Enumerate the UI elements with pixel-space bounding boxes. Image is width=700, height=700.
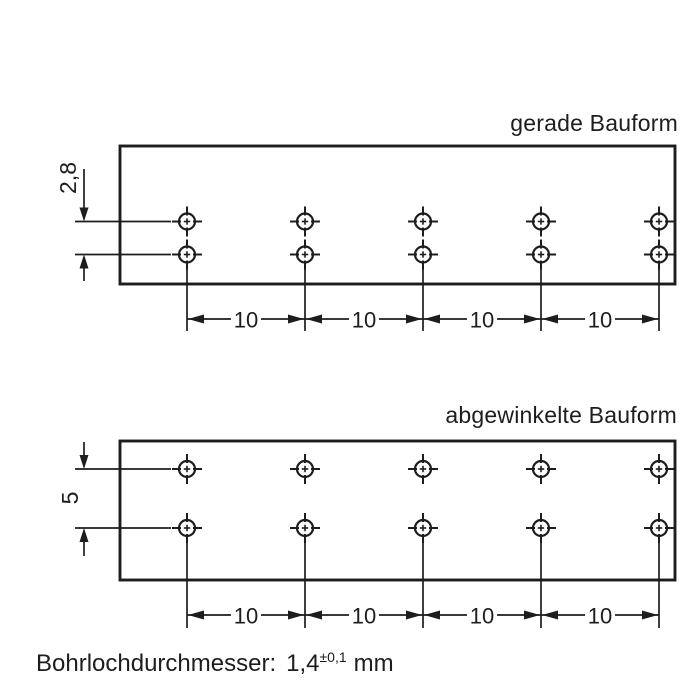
drill-hole-icon (408, 207, 438, 237)
arrow-up-icon (80, 255, 89, 269)
arrow-left-icon (306, 611, 322, 620)
arrow-right-icon (524, 611, 540, 620)
note-unit: mm (353, 650, 394, 677)
arrow-left-icon (542, 315, 558, 324)
drill-hole-icon (408, 240, 438, 270)
col-pitch-label: 10 (351, 603, 377, 629)
col-pitch-label: 10 (233, 307, 259, 333)
drill-hole-icon (644, 513, 674, 543)
drill-hole-icon (644, 207, 674, 237)
drill-hole-icon (290, 454, 320, 484)
drill-hole-icon (526, 207, 556, 237)
drill-hole-icon (172, 513, 202, 543)
arrow-left-icon (424, 611, 440, 620)
housing-outline (120, 146, 675, 284)
arrow-left-icon (424, 315, 440, 324)
arrow-left-icon (542, 611, 558, 620)
arrow-right-icon (406, 611, 422, 620)
arrow-left-icon (306, 315, 322, 324)
drill-hole-icon (526, 240, 556, 270)
drill-hole-icon (172, 240, 202, 270)
housing-outline (120, 441, 675, 580)
col-pitch-label: 10 (233, 603, 259, 629)
col-pitch-label: 10 (587, 603, 613, 629)
drill-hole-icon (172, 207, 202, 237)
col-pitch-label: 10 (351, 307, 377, 333)
note-tolerance: ±0,1 (319, 649, 347, 665)
drill-hole-icon (290, 207, 320, 237)
col-pitch-label: 10 (469, 603, 495, 629)
arrow-right-icon (524, 315, 540, 324)
drill-hole-icon (644, 240, 674, 270)
arrow-right-icon (288, 315, 304, 324)
arrow-left-icon (188, 611, 204, 620)
arrow-right-icon (642, 611, 658, 620)
gerade-bauform (55, 146, 675, 333)
drill-hole-diameter-note (36, 649, 394, 677)
note-value: 1,4 (286, 650, 320, 677)
col-pitch-label: 10 (587, 307, 613, 333)
note-label: Bohrlochdurchmesser: (36, 650, 277, 677)
arrow-left-icon (188, 315, 204, 324)
row-pitch-label: 2,8 (55, 162, 81, 194)
diagram-title-abgewinkelte-bauform: abgewinkelte Bauform (445, 402, 677, 428)
arrow-down-icon (80, 455, 89, 469)
arrow-right-icon (288, 611, 304, 620)
drill-hole-icon (526, 513, 556, 543)
drill-hole-icon (172, 454, 202, 484)
drill-hole-icon (290, 240, 320, 270)
drill-hole-icon (290, 513, 320, 543)
drill-hole-icon (408, 454, 438, 484)
row-pitch-label: 5 (57, 491, 83, 505)
drill-hole-icon (526, 454, 556, 484)
arrow-right-icon (406, 315, 422, 324)
arrow-down-icon (80, 208, 89, 222)
arrow-right-icon (642, 315, 658, 324)
diagram-title-gerade-bauform: gerade Bauform (510, 110, 678, 136)
arrow-up-icon (80, 528, 89, 542)
abgewinkelte-bauform (57, 441, 675, 629)
drill-hole-icon (644, 454, 674, 484)
drill-hole-icon (408, 513, 438, 543)
col-pitch-label: 10 (469, 307, 495, 333)
